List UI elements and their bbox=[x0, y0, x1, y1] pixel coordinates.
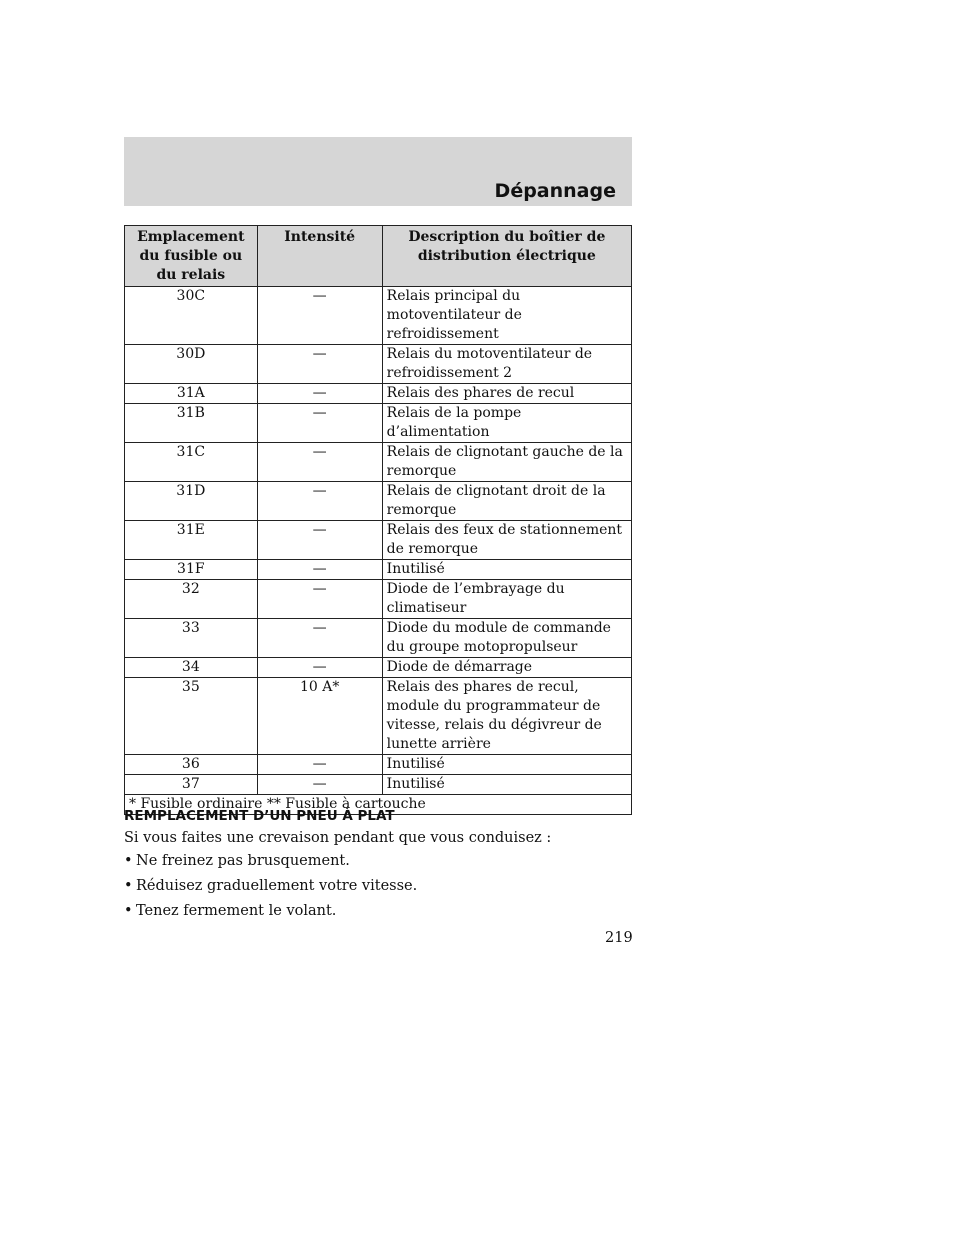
cell-amperage: — bbox=[257, 619, 382, 658]
cell-location: 34 bbox=[125, 658, 258, 678]
cell-amperage: — bbox=[257, 775, 382, 795]
section-intro: Si vous faites une crevaison pendant que vous conduisez : bbox=[124, 830, 552, 846]
chapter-header-band bbox=[124, 137, 632, 206]
cell-description: Inutilisé bbox=[382, 755, 631, 775]
table-row bbox=[125, 678, 632, 755]
cell-location: 31B bbox=[125, 404, 258, 443]
table-row bbox=[125, 404, 632, 443]
cell-location: 31E bbox=[125, 521, 258, 560]
list-item bbox=[124, 877, 417, 902]
cell-amperage: — bbox=[257, 755, 382, 775]
table-row bbox=[125, 443, 632, 482]
cell-amperage: — bbox=[257, 521, 382, 560]
header-description: Description du boîtier de distribution électrique bbox=[382, 226, 631, 287]
cell-location: 31C bbox=[125, 443, 258, 482]
page-number: 219 bbox=[605, 930, 633, 946]
cell-amperage: — bbox=[257, 404, 382, 443]
cell-description: Diode du module de commande du groupe motopropulseur bbox=[382, 619, 631, 658]
table-row bbox=[125, 482, 632, 521]
list-item bbox=[124, 852, 417, 877]
table-row bbox=[125, 755, 632, 775]
cell-amperage: — bbox=[257, 287, 382, 345]
cell-location: 31D bbox=[125, 482, 258, 521]
list-item-text: Tenez fermement le volant. bbox=[136, 903, 337, 919]
cell-description: Relais de clignotant gauche de la remorque bbox=[382, 443, 631, 482]
section-heading: REMPLACEMENT D’UN PNEU À PLAT bbox=[124, 808, 395, 824]
cell-amperage: — bbox=[257, 482, 382, 521]
cell-description: Relais des feux de stationnement de remorque bbox=[382, 521, 631, 560]
cell-location: 33 bbox=[125, 619, 258, 658]
table-row bbox=[125, 658, 632, 678]
cell-location: 32 bbox=[125, 580, 258, 619]
bullet-icon: • bbox=[124, 853, 133, 869]
table-row bbox=[125, 287, 632, 345]
cell-description: Diode de l’embrayage du climatiseur bbox=[382, 580, 631, 619]
table-row bbox=[125, 619, 632, 658]
header-location: Emplacement du fusible ou du relais bbox=[125, 226, 258, 287]
cell-description: Inutilisé bbox=[382, 560, 631, 580]
table-row bbox=[125, 384, 632, 404]
cell-amperage: — bbox=[257, 443, 382, 482]
cell-location: 30D bbox=[125, 345, 258, 384]
list-item-text: Ne freinez pas brusquement. bbox=[136, 853, 350, 869]
cell-description: Relais principal du motoventilateur de refroidissement bbox=[382, 287, 631, 345]
cell-description: Relais des phares de recul, module du programmateur de vitesse, relais du dégivreur de lunette arrière bbox=[382, 678, 631, 755]
cell-description: Relais du motoventilateur de refroidissement 2 bbox=[382, 345, 631, 384]
cell-amperage: 10 A* bbox=[257, 678, 382, 755]
fuse-relay-table bbox=[124, 225, 632, 815]
list-item-text: Réduisez graduellement votre vitesse. bbox=[136, 878, 418, 894]
list-item bbox=[124, 902, 417, 927]
advice-list bbox=[124, 852, 417, 927]
cell-location: 31F bbox=[125, 560, 258, 580]
cell-amperage: — bbox=[257, 580, 382, 619]
cell-location: 30C bbox=[125, 287, 258, 345]
cell-location: 37 bbox=[125, 775, 258, 795]
table-body bbox=[125, 287, 632, 815]
cell-location: 36 bbox=[125, 755, 258, 775]
cell-location: 35 bbox=[125, 678, 258, 755]
chapter-title: Dépannage bbox=[494, 180, 616, 202]
cell-description: Relais de clignotant droit de la remorque bbox=[382, 482, 631, 521]
header-amperage: Intensité bbox=[257, 226, 382, 287]
cell-description: Inutilisé bbox=[382, 775, 631, 795]
bullet-icon: • bbox=[124, 903, 133, 919]
cell-description: Relais de la pompe d’alimentation bbox=[382, 404, 631, 443]
table-row bbox=[125, 345, 632, 384]
table-header-row bbox=[125, 226, 632, 287]
cell-amperage: — bbox=[257, 384, 382, 404]
cell-amperage: — bbox=[257, 560, 382, 580]
cell-description: Diode de démarrage bbox=[382, 658, 631, 678]
table-footnote: * Fusible ordinaire ** Fusible à cartouche bbox=[125, 795, 632, 815]
cell-description: Relais des phares de recul bbox=[382, 384, 631, 404]
table-row bbox=[125, 521, 632, 560]
table-row bbox=[125, 560, 632, 580]
bullet-icon: • bbox=[124, 878, 133, 894]
table-row bbox=[125, 775, 632, 795]
cell-amperage: — bbox=[257, 658, 382, 678]
cell-location: 31A bbox=[125, 384, 258, 404]
table-row bbox=[125, 580, 632, 619]
cell-amperage: — bbox=[257, 345, 382, 384]
